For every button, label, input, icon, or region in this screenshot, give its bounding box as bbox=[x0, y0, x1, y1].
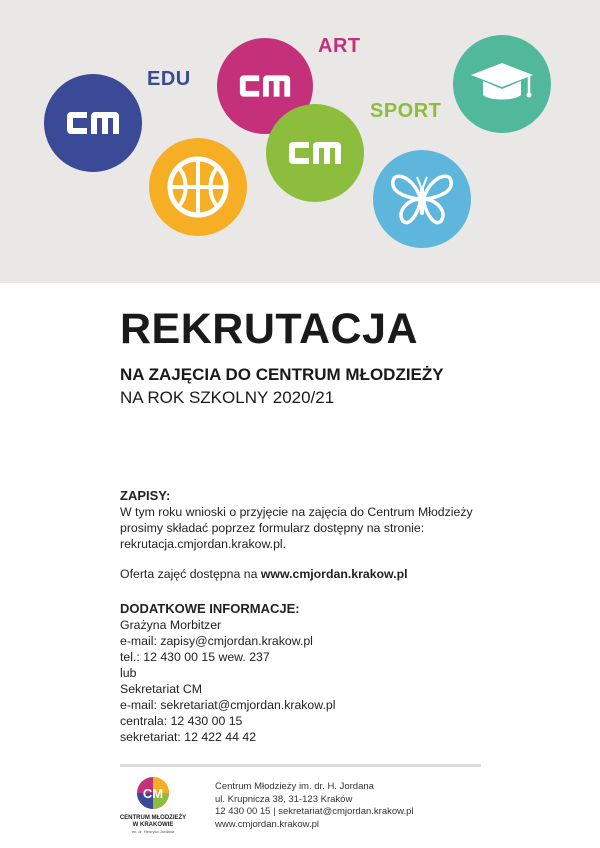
page-subtitle: NA ZAJĘCIA DO CENTRUM MŁODZIEŻY bbox=[120, 365, 444, 384]
zapisy-heading: ZAPISY: bbox=[120, 488, 171, 503]
cm-logo-icon bbox=[285, 138, 345, 168]
footer-contact bbox=[215, 781, 414, 831]
header-banner bbox=[0, 0, 600, 283]
info-line: centrala: 12 430 00 15 bbox=[120, 714, 243, 728]
info-line: Grażyna Morbitzer bbox=[120, 618, 222, 632]
info-line: lub bbox=[120, 666, 137, 680]
info-line: tel.: 12 430 00 15 wew. 237 bbox=[120, 650, 270, 664]
zapisy-section bbox=[120, 488, 473, 552]
info-line: e-mail: sekretariat@cmjordan.krakow.pl bbox=[120, 698, 336, 712]
info-line: sekretariat: 12 422 44 42 bbox=[120, 730, 257, 744]
footer-line: 12 430 00 15 | sekretariat@cmjordan.krakow.pl bbox=[215, 806, 414, 817]
graduation-cap-icon bbox=[469, 59, 535, 109]
footer-divider bbox=[120, 764, 481, 767]
footer-logo-caption: CENTRUM MŁODZIEŻY W KRAKOWIE bbox=[119, 815, 187, 828]
cm-logo-icon bbox=[236, 71, 294, 101]
graduation-circle bbox=[453, 35, 551, 133]
oferta-link[interactable]: www.cmjordan.krakow.pl bbox=[260, 567, 408, 581]
zapisy-line: rekrutacja.cmjordan.krakow.pl. bbox=[120, 537, 287, 551]
sport-label: SPORT bbox=[370, 100, 442, 122]
butterfly-icon bbox=[389, 169, 455, 229]
zapisy-line: W tym roku wnioski o przyjęcie na zajęcia do Centrum Młodzieży bbox=[120, 505, 473, 519]
oferta-line bbox=[120, 566, 408, 582]
basketball-icon bbox=[166, 155, 230, 219]
footer-line: Centrum Młodzieży im. dr. H. Jordana bbox=[215, 781, 374, 792]
cm-logo-icon bbox=[63, 108, 123, 138]
footer-logo-subcaption: im. dr. Henryka Jordana bbox=[131, 829, 175, 834]
sport-circle bbox=[266, 104, 364, 202]
info-heading: DODATKOWE INFORMACJE: bbox=[120, 601, 300, 616]
butterfly-circle bbox=[373, 150, 471, 248]
school-year: NA ROK SZKOLNY 2020/21 bbox=[120, 388, 335, 407]
edu-label: EDU bbox=[147, 68, 191, 90]
zapisy-line: prosimy składać poprzez formularz dostępny na stronie: bbox=[120, 521, 425, 535]
info-line: Sekretariat CM bbox=[120, 682, 203, 696]
basketball-circle bbox=[149, 138, 247, 236]
footer-line: ul. Krupnicza 38, 31-123 Kraków bbox=[215, 793, 353, 805]
footer-logo bbox=[118, 775, 188, 835]
svg-text:CM: CM bbox=[142, 786, 164, 801]
cm-color-logo-icon bbox=[118, 775, 188, 815]
info-section bbox=[120, 601, 335, 745]
art-label: ART bbox=[318, 35, 361, 57]
oferta-text: Oferta zajęć dostępna na bbox=[120, 567, 261, 581]
info-line: e-mail: zapisy@cmjordan.krakow.pl bbox=[120, 634, 313, 648]
footer-line: www.cmjordan.krakow.pl bbox=[215, 818, 320, 830]
page-title: REKRUTACJA bbox=[120, 305, 419, 353]
edu-circle bbox=[44, 74, 142, 172]
